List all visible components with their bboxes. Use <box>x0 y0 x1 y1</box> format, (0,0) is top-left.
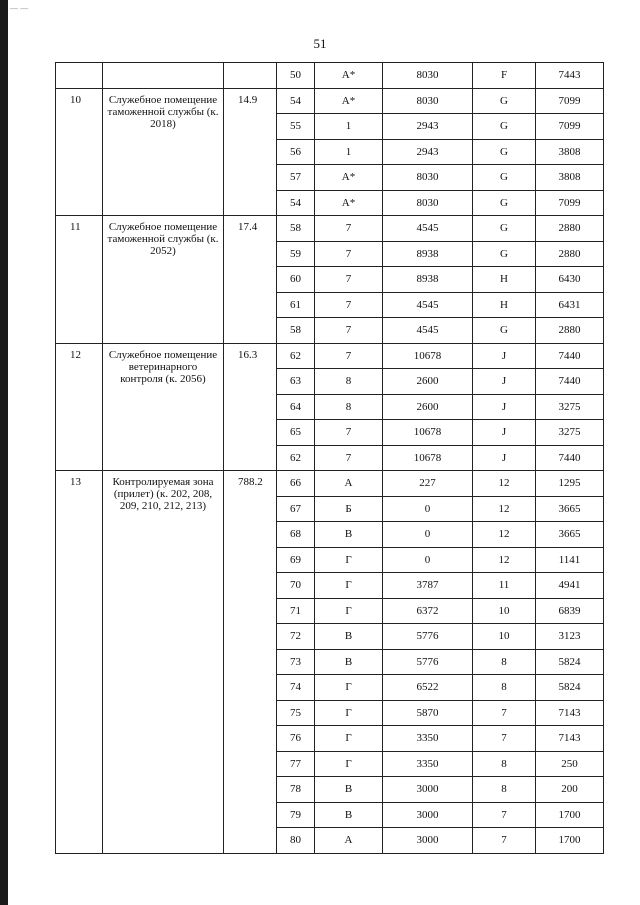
cell-b: 3350 <box>383 751 473 777</box>
cell-a: 8 <box>315 369 383 395</box>
cell-point: 64 <box>277 394 315 420</box>
cell-a: 1 <box>315 114 383 140</box>
cell-a: В <box>315 777 383 803</box>
cell-a: 7 <box>315 292 383 318</box>
cell-d: 1700 <box>536 802 604 828</box>
cell-a: 7 <box>315 267 383 293</box>
cell-a: Г <box>315 675 383 701</box>
cell-a: Г <box>315 700 383 726</box>
cell-a: В <box>315 624 383 650</box>
cell-d: 6430 <box>536 267 604 293</box>
cell-a: Г <box>315 573 383 599</box>
cell-c: J <box>473 420 536 446</box>
cell-c: J <box>473 369 536 395</box>
cell-b: 2943 <box>383 114 473 140</box>
cell-point: 57 <box>277 165 315 191</box>
cell-point: 55 <box>277 114 315 140</box>
cell-d: 3808 <box>536 165 604 191</box>
cell-b: 4545 <box>383 216 473 242</box>
cell-point: 59 <box>277 241 315 267</box>
cell-b: 3787 <box>383 573 473 599</box>
cell-c: 12 <box>473 547 536 573</box>
cell-d: 1700 <box>536 828 604 854</box>
cell-b: 3000 <box>383 777 473 803</box>
cell-point: 77 <box>277 751 315 777</box>
cell-b: 8938 <box>383 267 473 293</box>
cell-d: 7099 <box>536 114 604 140</box>
cell-c: G <box>473 114 536 140</box>
cell-b: 0 <box>383 547 473 573</box>
cell-c: J <box>473 394 536 420</box>
cell-point: 58 <box>277 216 315 242</box>
cell-b: 2600 <box>383 394 473 420</box>
cell-b: 2943 <box>383 139 473 165</box>
cell-d: 2880 <box>536 318 604 344</box>
cell-a: В <box>315 802 383 828</box>
page-number: 51 <box>313 36 327 51</box>
cell-a: A* <box>315 63 383 89</box>
cell-c: 12 <box>473 522 536 548</box>
cell-c: 10 <box>473 598 536 624</box>
cell-point: 50 <box>277 63 315 89</box>
cell-c: F <box>473 63 536 89</box>
cell-d: 7099 <box>536 190 604 216</box>
cell-a: 7 <box>315 445 383 471</box>
cell-point: 58 <box>277 318 315 344</box>
cell-a: В <box>315 649 383 675</box>
cell-b: 5870 <box>383 700 473 726</box>
cell-point: 62 <box>277 445 315 471</box>
cell-point: 69 <box>277 547 315 573</box>
cell-point: 62 <box>277 343 315 369</box>
cell-d: 3808 <box>536 139 604 165</box>
room-name: Служебное помещение ветеринарного контроля (к. 2056) <box>103 343 224 471</box>
cell-d: 250 <box>536 751 604 777</box>
cell-c: 7 <box>473 828 536 854</box>
cell-no-empty <box>56 63 103 89</box>
cell-point: 70 <box>277 573 315 599</box>
cell-point: 71 <box>277 598 315 624</box>
table-row <box>56 63 604 89</box>
cell-area-empty <box>224 63 277 89</box>
cell-b: 4545 <box>383 292 473 318</box>
cell-d: 1141 <box>536 547 604 573</box>
cell-c: 8 <box>473 649 536 675</box>
cell-point: 66 <box>277 471 315 497</box>
cell-c: 7 <box>473 700 536 726</box>
cell-point: 76 <box>277 726 315 752</box>
cell-d: 7099 <box>536 88 604 114</box>
corner-mark: — — <box>10 4 29 13</box>
cell-d: 7440 <box>536 445 604 471</box>
cell-point: 80 <box>277 828 315 854</box>
cell-c: 7 <box>473 726 536 752</box>
cell-point: 56 <box>277 139 315 165</box>
cell-c: G <box>473 241 536 267</box>
cell-d: 4941 <box>536 573 604 599</box>
cell-a: Г <box>315 598 383 624</box>
cell-d: 3665 <box>536 496 604 522</box>
cell-point: 72 <box>277 624 315 650</box>
cell-b: 8030 <box>383 88 473 114</box>
room-area: 17.4 <box>224 216 277 344</box>
cell-a: 7 <box>315 343 383 369</box>
cell-d: 5824 <box>536 675 604 701</box>
cell-b: 227 <box>383 471 473 497</box>
table-row <box>56 471 604 497</box>
cell-a: Г <box>315 547 383 573</box>
cell-b: 5776 <box>383 649 473 675</box>
cell-d: 3275 <box>536 420 604 446</box>
cell-c: 10 <box>473 624 536 650</box>
cell-c: 7 <box>473 802 536 828</box>
group-number: 13 <box>56 471 103 854</box>
group-number: 11 <box>56 216 103 344</box>
cell-b: 10678 <box>383 420 473 446</box>
table-body <box>56 63 604 854</box>
cell-point: 60 <box>277 267 315 293</box>
cell-d: 7440 <box>536 369 604 395</box>
cell-a: A* <box>315 190 383 216</box>
cell-d: 2880 <box>536 216 604 242</box>
cell-d: 6431 <box>536 292 604 318</box>
cell-d: 3123 <box>536 624 604 650</box>
cell-d: 1295 <box>536 471 604 497</box>
cell-b: 0 <box>383 522 473 548</box>
cell-a: 8 <box>315 394 383 420</box>
cell-a: А <box>315 471 383 497</box>
cell-c: H <box>473 292 536 318</box>
cell-b: 10678 <box>383 445 473 471</box>
cell-a: 7 <box>315 216 383 242</box>
cell-b: 8030 <box>383 190 473 216</box>
cell-point: 73 <box>277 649 315 675</box>
cell-b: 2600 <box>383 369 473 395</box>
cell-c: 8 <box>473 751 536 777</box>
cell-name-empty <box>103 63 224 89</box>
group-number: 12 <box>56 343 103 471</box>
scan-edge-bar <box>0 0 8 905</box>
room-area: 788.2 <box>224 471 277 854</box>
cell-d: 7443 <box>536 63 604 89</box>
cell-a: А <box>315 828 383 854</box>
cell-c: H <box>473 267 536 293</box>
room-name: Контролируемая зона (прилет) (к. 202, 208, 209, 210, 212, 213) <box>103 471 224 854</box>
cell-b: 8030 <box>383 63 473 89</box>
cell-a: Б <box>315 496 383 522</box>
room-name: Служебное помещение таможенной службы (к. 2052) <box>103 216 224 344</box>
cell-a: 1 <box>315 139 383 165</box>
cell-point: 54 <box>277 190 315 216</box>
cell-c: 8 <box>473 777 536 803</box>
cell-c: G <box>473 216 536 242</box>
cell-c: 12 <box>473 471 536 497</box>
table-row <box>56 343 604 369</box>
cell-d: 6839 <box>536 598 604 624</box>
cell-a: 7 <box>315 420 383 446</box>
cell-d: 7143 <box>536 700 604 726</box>
cell-b: 10678 <box>383 343 473 369</box>
cell-a: A* <box>315 165 383 191</box>
measurement-table <box>55 62 604 854</box>
cell-point: 74 <box>277 675 315 701</box>
cell-c: 8 <box>473 675 536 701</box>
cell-c: J <box>473 343 536 369</box>
cell-b: 4545 <box>383 318 473 344</box>
cell-point: 54 <box>277 88 315 114</box>
cell-point: 67 <box>277 496 315 522</box>
cell-a: 7 <box>315 318 383 344</box>
cell-c: J <box>473 445 536 471</box>
cell-point: 79 <box>277 802 315 828</box>
cell-point: 68 <box>277 522 315 548</box>
cell-c: 11 <box>473 573 536 599</box>
cell-point: 65 <box>277 420 315 446</box>
group-number: 10 <box>56 88 103 216</box>
cell-d: 7143 <box>536 726 604 752</box>
cell-c: G <box>473 165 536 191</box>
cell-d: 3275 <box>536 394 604 420</box>
cell-b: 8030 <box>383 165 473 191</box>
cell-point: 75 <box>277 700 315 726</box>
cell-d: 200 <box>536 777 604 803</box>
table-row <box>56 216 604 242</box>
cell-d: 5824 <box>536 649 604 675</box>
cell-point: 78 <box>277 777 315 803</box>
cell-point: 63 <box>277 369 315 395</box>
cell-b: 0 <box>383 496 473 522</box>
cell-a: A* <box>315 88 383 114</box>
cell-a: Г <box>315 751 383 777</box>
cell-b: 6372 <box>383 598 473 624</box>
cell-c: 12 <box>473 496 536 522</box>
cell-point: 61 <box>277 292 315 318</box>
cell-b: 3000 <box>383 802 473 828</box>
cell-d: 7440 <box>536 343 604 369</box>
table-row <box>56 88 604 114</box>
cell-d: 2880 <box>536 241 604 267</box>
cell-c: G <box>473 318 536 344</box>
cell-a: Г <box>315 726 383 752</box>
cell-b: 3000 <box>383 828 473 854</box>
room-area: 16.3 <box>224 343 277 471</box>
cell-c: G <box>473 190 536 216</box>
cell-d: 3665 <box>536 522 604 548</box>
cell-a: 7 <box>315 241 383 267</box>
cell-b: 3350 <box>383 726 473 752</box>
room-name: Служебное помещение таможенной службы (к. 2018) <box>103 88 224 216</box>
cell-c: G <box>473 88 536 114</box>
room-area: 14.9 <box>224 88 277 216</box>
cell-c: G <box>473 139 536 165</box>
cell-b: 5776 <box>383 624 473 650</box>
cell-b: 6522 <box>383 675 473 701</box>
cell-b: 8938 <box>383 241 473 267</box>
cell-a: В <box>315 522 383 548</box>
